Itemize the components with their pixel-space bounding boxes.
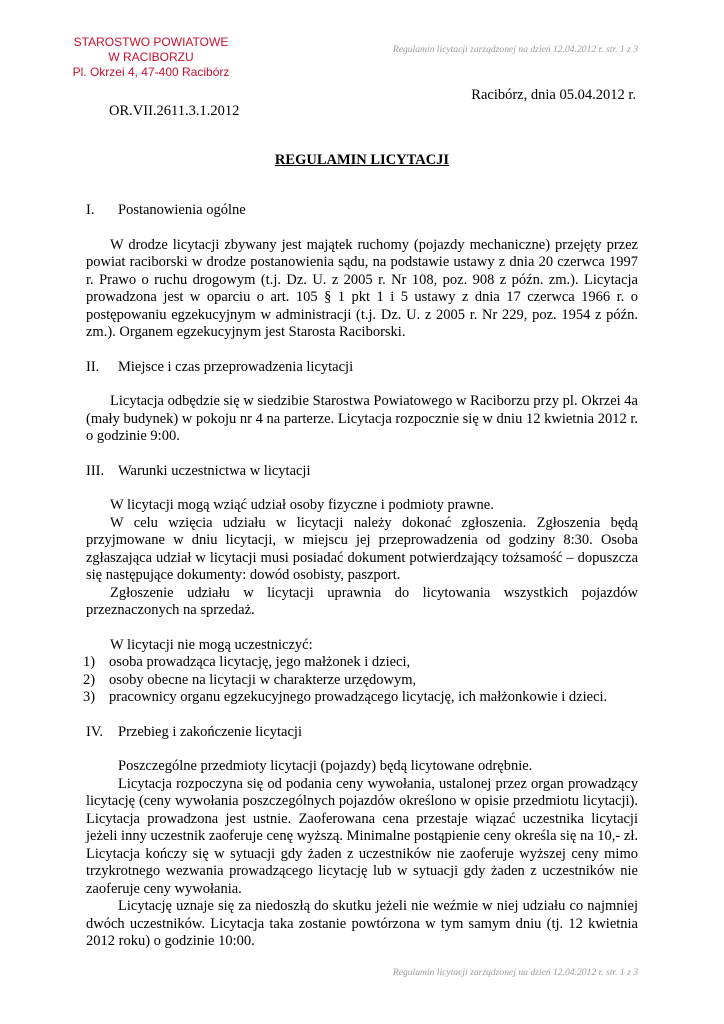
place-date: Racibórz, dnia 05.04.2012 r. <box>471 87 636 103</box>
list-item-text: osoby obecne na licytacji w charakterze urzędowym, <box>109 671 417 688</box>
list-marker: 1) <box>83 654 96 670</box>
list-item <box>83 689 638 707</box>
section-heading-4 <box>86 724 638 742</box>
document-body <box>83 202 638 951</box>
paragraph: Poszczególne przedmioty licytacji (pojazdy) będą licytowane odrębnie. <box>118 758 533 774</box>
office-stamp <box>63 35 239 80</box>
stamp-line-2: W RACIBORZU <box>108 50 194 64</box>
list-marker: 2) <box>83 671 96 688</box>
stamp-line-3: Pl. Okrzei 4, 47-400 Racibórz <box>72 65 230 79</box>
section-heading-1 <box>86 202 638 220</box>
reference-number: OR.VII.2611.3.1.2012 <box>109 103 240 119</box>
section-title: Miejsce i czas przeprowadzenia licytacji <box>118 358 354 375</box>
section-number: II. <box>86 358 100 375</box>
list-marker: 3) <box>83 689 96 705</box>
stamp-line-1: STAROSTWO POWIATOWE <box>73 35 229 49</box>
paragraph: Licytacja rozpoczyna się od podania ceny wywołania, ustalonej przez organ prowadzący licytację (ceny wywołania poszczególnych pojazdów określono w opisie przedmiotu licytacji). Licytacja prowadzona jest ustnie. Zaoferowana cena przestaje wiązać uczestnika licytacji jeżeli inny uczestnik zaoferuje cenę wyższą. Minimalne postąpienie ceny określa się na 10,- zł. Licytacja kończy się w sytuacji gdy żaden z uczestników nie zaoferuje wyższej ceny mimo trzykrotnego wezwania prowadzącego licytację lub w sytuacji gdy żaden z uczestników nie zaoferuje ceny wywołania. <box>86 775 638 897</box>
section-title: Postanowienia ogólne <box>118 202 246 218</box>
paragraph: W licytacji mogą wziąć udział osoby fizyczne i podmioty prawne. <box>110 497 494 513</box>
section-heading-3 <box>86 463 638 481</box>
list-intro: W licytacji nie mogą uczestniczyć: <box>110 636 313 653</box>
exclusion-list <box>83 654 638 707</box>
paragraph: W drodze licytacji zbywany jest majątek ruchomy (pojazdy mechaniczne) przejęty przez powiat raciborski w drodze postanowienia sądu, na podstawie ustawy z dnia 20 czerwca 1997 r. Prawo o ruchu drogowym (t.j. Dz. U. z 2005 r. Nr 108, poz. 908 z późn. zm.). Licytacja prowadzona jest w oparciu o art. 105 § 1 pkt 1 i 5 ustawy z dnia 17 czerwca 1966 r. o postępowaniu egzekucyjnym w administracji (t.j. Dz. U. z 2005 r. Nr 229, poz. 1954 z późn. zm.). Organem egzekucyjnym jest Starosta Raciborski. <box>86 236 638 340</box>
section-number: IV. <box>86 723 104 740</box>
section-title: Przebieg i zakończenie licytacji <box>118 723 302 740</box>
list-item-text: pracownicy organu egzekucyjnego prowadzącego licytację, ich małżonkowie i dzieci. <box>109 689 608 705</box>
running-header: Regulamin licytacji zarządzonej na dzień 12.04.2012 r. str. 1 z 3 <box>392 44 638 55</box>
list-item-text: osoba prowadząca licytację, jego małżonek i dzieci, <box>109 654 411 670</box>
paragraph: W celu wzięcia udziału w licytacji należy dokonać zgłoszenia. Zgłoszenia będą przyjmowane w dniu licytacji, w miejscu jej przeprowadzenia od godziny 8:30. Osoba zgłaszająca udział w licytacji musi posiadać dokument potwierdzający tożsamość – dopuszcza się następujące dokumenty: dowód osobisty, paszport. <box>86 514 638 583</box>
document-title: REGULAMIN LICYTACJI <box>274 152 450 168</box>
running-footer: Regulamin licytacji zarządzonej na dzień 12.04.2012 r. str. 1 z 3 <box>392 967 638 978</box>
section-heading-2 <box>86 359 638 377</box>
paragraph: Licytację uznaje się za niedoszłą do skutku jeżeli nie weźmie w niej udziału co najmniej dwóch uczestników. Licytacja taka zostanie powtórzona w tym samym dniu (tj. 12 kwietnia 2012 roku) o godzinie 10:00. <box>86 898 638 949</box>
section-title: Warunki uczestnictwa w licytacji <box>118 462 311 479</box>
list-item <box>83 671 638 690</box>
list-item <box>83 654 638 672</box>
section-number: I. <box>86 202 95 218</box>
paragraph: Zgłoszenie udziału w licytacji uprawnia do licytowania wszystkich pojazdów przeznaczonych na sprzedaż. <box>86 584 638 618</box>
section-number: III. <box>86 462 105 479</box>
paragraph: Licytacja odbędzie się w siedzibie Starostwa Powiatowego w Raciborzu przy pl. Okrzei 4a (mały budynek) w pokoju nr 4 na parterze. Licytacja rozpocznie się w dniu 12 kwietnia 2012 r. o godzinie 9:00. <box>86 393 638 444</box>
